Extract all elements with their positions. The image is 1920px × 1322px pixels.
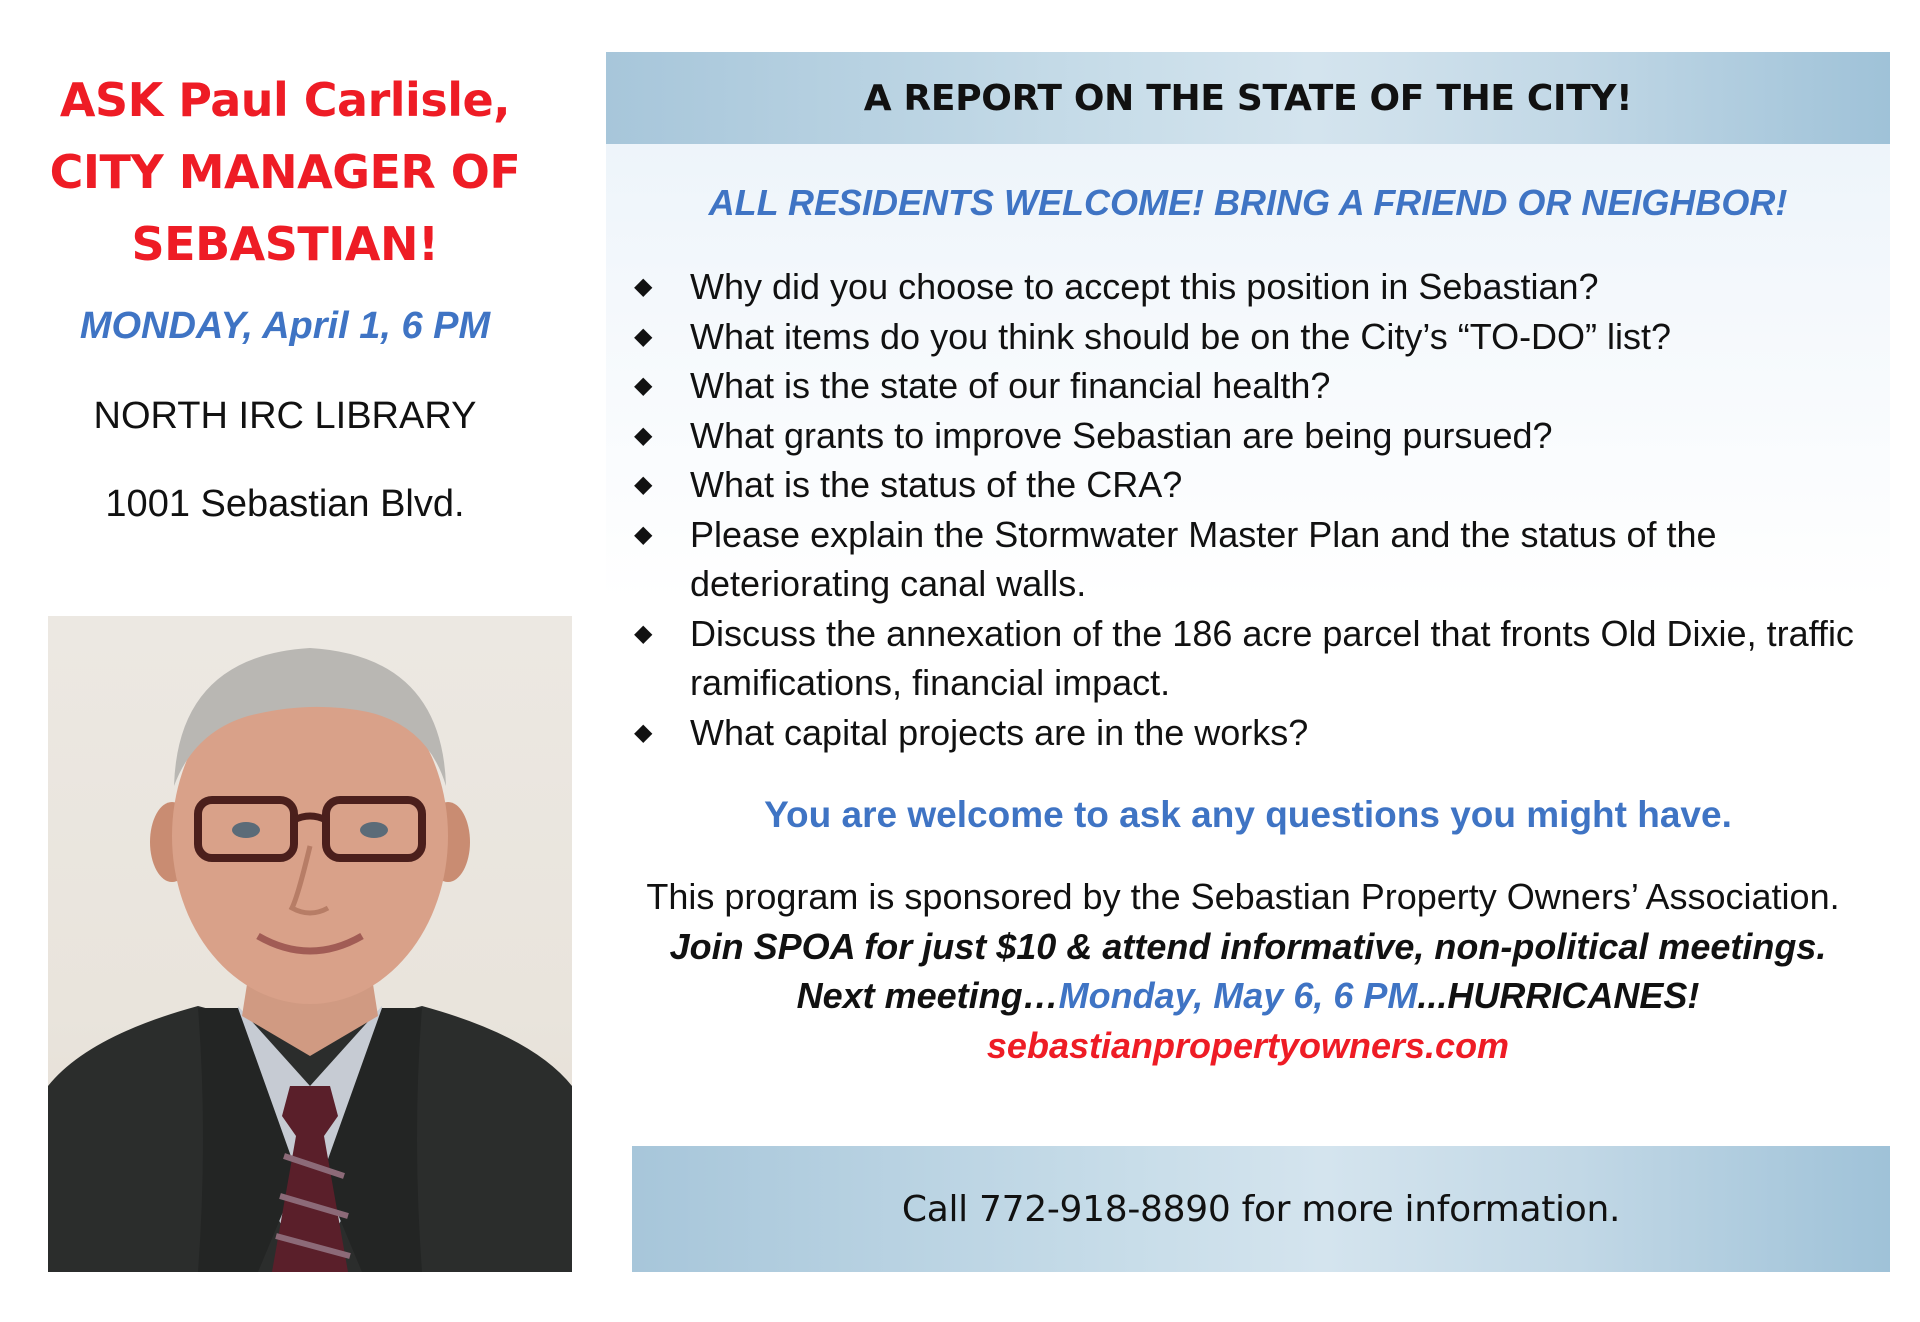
diamond-bullet-icon: ◆ xyxy=(634,718,653,746)
diamond-bullet-icon: ◆ xyxy=(634,619,653,647)
diamond-bullet-icon: ◆ xyxy=(634,520,653,548)
join-offer: Join SPOA for just $10 & attend informative, non-political meetings. xyxy=(669,925,1827,967)
title-line-3: SEBASTIAN! xyxy=(131,217,439,271)
list-item: ◆ What capital projects are in the works? xyxy=(630,708,1860,758)
next-meeting-topic: ...HURRICANES! xyxy=(1417,975,1700,1016)
list-item: ◆ Please explain the Stormwater Master Plan and the status of the deteriorating canal walls. xyxy=(630,510,1860,609)
diamond-bullet-icon: ◆ xyxy=(634,273,653,300)
speaker-portrait xyxy=(48,616,572,1272)
portrait-illustration xyxy=(48,616,572,1272)
diamond-bullet-icon: ◆ xyxy=(634,471,653,498)
footer-banner xyxy=(632,1146,1890,1272)
list-item: ◆ What items do you think should be on the City’s “TO-DO” list? xyxy=(630,312,1860,362)
title-line-2: CITY MANAGER OF xyxy=(49,145,521,199)
event-date: MONDAY, April 1, 6 PM xyxy=(79,305,491,347)
sponsor-block xyxy=(620,872,1876,1070)
list-item: ◆ What is the state of our financial health? xyxy=(630,361,1860,411)
report-title: A REPORT ON THE STATE OF THE CITY! xyxy=(863,77,1633,119)
next-meeting-date: Monday, May 6, 6 PM xyxy=(1058,975,1418,1016)
website-link[interactable]: sebastianpropertyowners.com xyxy=(986,1024,1510,1066)
question-list xyxy=(630,262,1860,757)
diamond-bullet-icon: ◆ xyxy=(634,421,653,449)
list-item: ◆ What is the status of the CRA? xyxy=(630,460,1860,510)
speaker-column xyxy=(0,0,580,1322)
list-item: ◆ Why did you choose to accept this position in Sebastian? xyxy=(630,262,1860,312)
venue-address: 1001 Sebastian Blvd. xyxy=(105,483,465,525)
list-item: ◆ Discuss the annexation of the 186 acre parcel that fronts Old Dixie, traffic ramifications, financial impact. xyxy=(630,609,1860,708)
sponsor-intro: This program is sponsored by the Sebastian Property Owners’ Association. xyxy=(646,876,1840,917)
ask-any-line: You are welcome to ask any questions you might have. xyxy=(764,794,1732,835)
diamond-bullet-icon: ◆ xyxy=(634,322,653,350)
venue-name: NORTH IRC LIBRARY xyxy=(93,395,477,437)
title-line-1: ASK Paul Carlisle, xyxy=(59,73,511,127)
welcome-line: ALL RESIDENTS WELCOME! BRING A FRIEND OR NEIGHBOR! xyxy=(708,182,1788,223)
list-item: ◆ What grants to improve Sebastian are being pursued? xyxy=(630,411,1860,461)
contact-phone-line: Call 772-918-8890 for more information. xyxy=(901,1188,1621,1230)
next-meeting-label: Next meeting… xyxy=(796,975,1059,1016)
header-banner xyxy=(606,52,1890,144)
diamond-bullet-icon: ◆ xyxy=(634,372,653,399)
